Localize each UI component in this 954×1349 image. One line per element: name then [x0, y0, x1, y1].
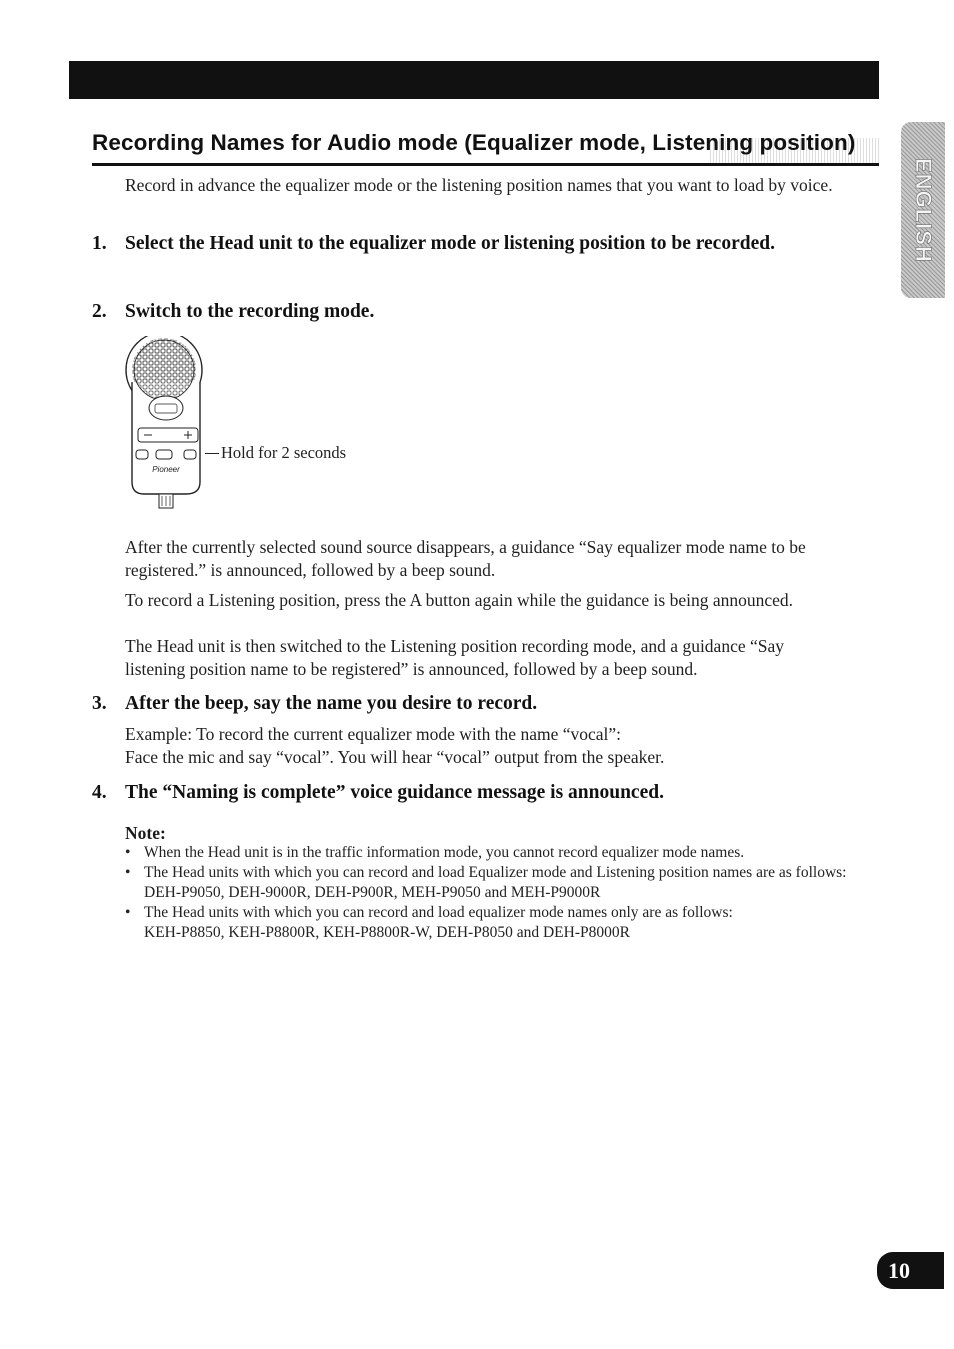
step-1 — [92, 230, 825, 257]
example-line-1: Example: To record the current equalizer mode with the name “vocal”: — [125, 724, 622, 744]
note-item: • The Head units with which you can record and load equalizer mode names only are as follows: KEH-P8850, KEH-P8800R, KEH-P8800R-W, DEH-P8050 and DEH-P8000R — [125, 903, 850, 943]
step-2 — [92, 298, 825, 325]
language-tab — [901, 122, 945, 298]
listening-paragraph-1: To record a Listening position, press the A button again while the guidance is being announced. — [125, 590, 793, 610]
step-number: 3. — [92, 693, 107, 714]
section-title: Recording Names for Audio mode (Equalizer mode, Listening position) — [92, 130, 856, 155]
step-text: Switch to the recording mode. — [125, 301, 375, 322]
step-text: Select the Head unit to the equalizer mode or listening position to be recorded. — [125, 233, 775, 254]
note-item: • When the Head unit is in the traffic information mode, you cannot record equalizer mode names. — [125, 843, 850, 863]
example-line-2: Face the mic and say “vocal”. You will hear “vocal” output from the speaker. — [125, 747, 665, 767]
title-rule — [92, 163, 879, 166]
callout-label: Hold for 2 seconds — [221, 443, 347, 462]
note-item: • The Head units with which you can record and load Equalizer mode and Listening position names are as follows: DEH-P9050, DEH-9000R, DEH-P900R, MEH-P9050 and MEH-P9000R — [125, 863, 850, 903]
step-3 — [92, 690, 825, 717]
step-text: After the beep, say the name you desire to record. — [125, 693, 538, 714]
language-label: ENGLISH — [911, 157, 936, 263]
note-list — [125, 843, 850, 943]
model-list: DEH-P9050, DEH-9000R, DEH-P900R, MEH-P9050 and MEH-P9000R — [144, 884, 601, 901]
step-4 — [92, 779, 845, 806]
callout-line — [205, 453, 219, 454]
step-number: 1. — [92, 233, 107, 254]
header-bar — [69, 61, 879, 99]
microphone-remote-icon — [124, 336, 220, 512]
model-list: KEH-P8850, KEH-P8800R, KEH-P8800R-W, DEH-P8050 and DEH-P8000R — [144, 924, 630, 941]
brand-label: Pioneer — [152, 465, 180, 474]
listening-paragraph-2: The Head unit is then switched to the Listening position recording mode, and a guidance “Say listening position name to be registered” is announced, followed by a beep sound. — [125, 636, 785, 679]
page-number-tab — [877, 1252, 944, 1289]
step-number: 2. — [92, 301, 107, 322]
step-number: 4. — [92, 782, 107, 803]
note-heading: Note: — [125, 823, 166, 843]
after-switch-paragraph: After the currently selected sound source disappears, a guidance “Say equalizer mode name to be registered.” is announced, followed by a beep sound. — [125, 537, 806, 580]
intro-paragraph: Record in advance the equalizer mode or the listening position names that you want to load by voice. — [125, 175, 833, 195]
step-text: The “Naming is complete” voice guidance message is announced. — [125, 782, 664, 803]
page-number: 10 — [888, 1258, 910, 1283]
